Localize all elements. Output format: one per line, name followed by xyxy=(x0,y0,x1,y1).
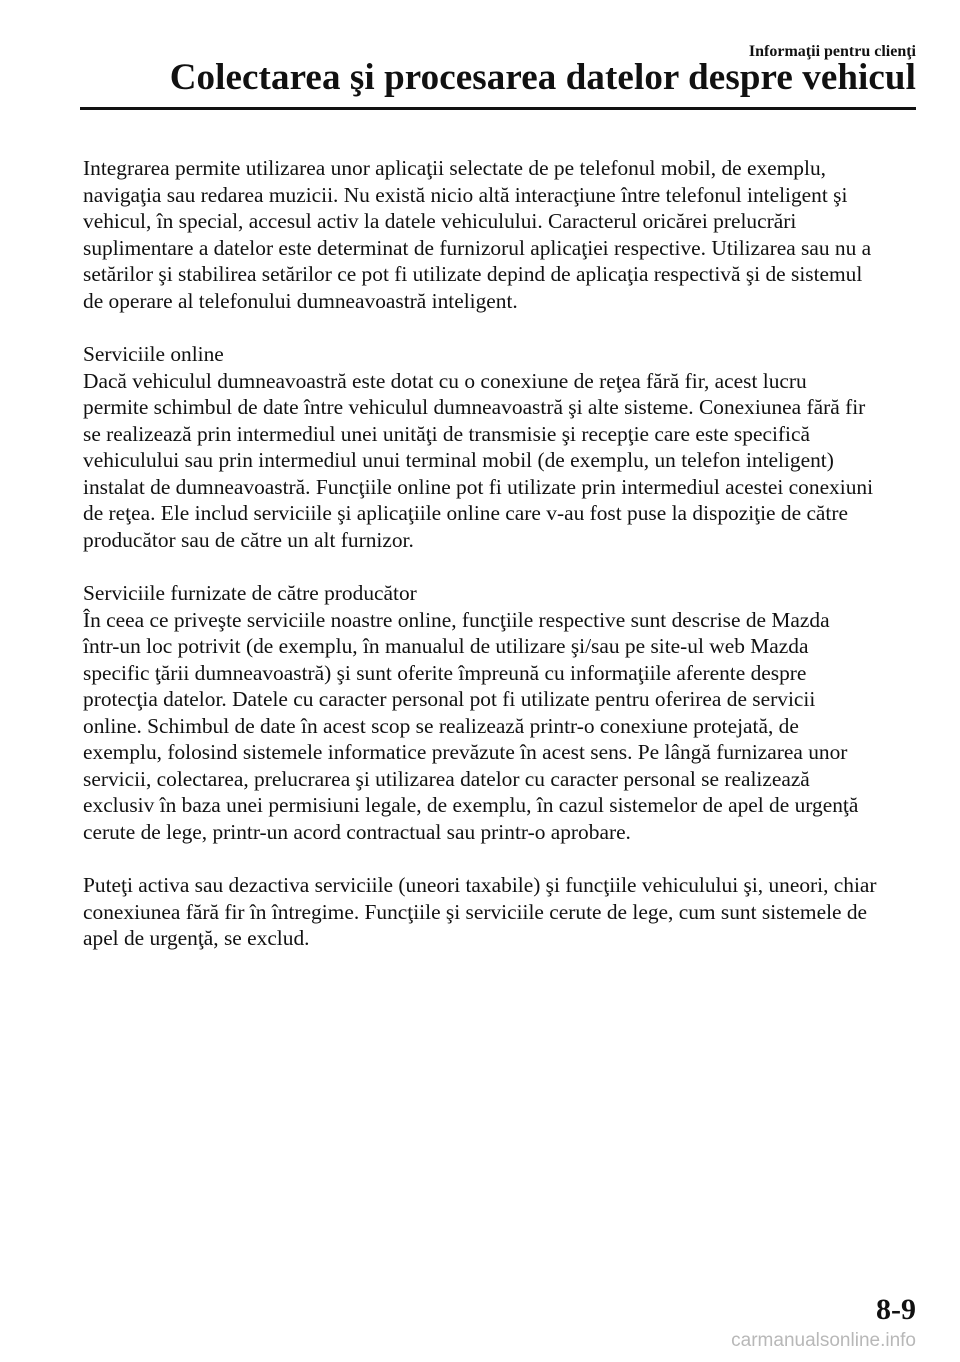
text-line: apel de urgenţă, se exclud. xyxy=(83,926,310,950)
text-line: În ceea ce priveşte serviciile noastre online, funcţiile respective sunt descrise de Mazda xyxy=(83,607,830,632)
text-line: instalat de dumneavoastră. Funcţiile online pot fi utilizate prin intermediul acestei conexiuni xyxy=(83,474,874,499)
page-title: Colectarea şi procesarea datelor despre vehicul xyxy=(169,57,916,98)
text-line: setărilor şi stabilirea setărilor ce pot fi utilizate depind de aplicaţia respectivă şi de sistemul xyxy=(83,262,863,286)
text-line: servicii, colectarea, prelucrarea şi utilizarea datelor cu caracter personal se realizează xyxy=(83,766,810,791)
text-line: vehicul, în special, accesul activ la datele vehiculului. Caracterul oricărei prelucrări xyxy=(83,209,797,233)
text-line: producător sau de către un alt furnizor. xyxy=(83,527,414,552)
header-divider xyxy=(80,107,916,110)
text-line: exclusiv în baza unei permisiuni legale, de exemplu, în cazul sistemelor de apel de urgenţă xyxy=(83,793,859,817)
subheading: Serviciile online xyxy=(83,342,224,366)
text-line: permite schimbul de date între vehiculul dumneavoastră şi alte sisteme. Conexiunea fără fir xyxy=(83,395,866,419)
text-line: se realizează prin intermediul unei unităţi de transmisie şi recepţie care este specifică xyxy=(83,421,810,446)
subheading: Serviciile furnizate de către producător xyxy=(83,581,417,605)
text-line: de operare al telefonului dumneavoastră inteligent. xyxy=(83,288,518,313)
paragraph-activation xyxy=(83,872,917,952)
text-line: navigaţia sau redarea muzicii. Nu există nicio altă interacţiune între telefonul inteligent şi xyxy=(83,182,848,207)
text-line: conexiunea fără fir în întregime. Funcţiile şi serviciile cerute de lege, cum sunt sistemele de xyxy=(83,899,868,924)
text-line: de reţea. Ele includ serviciile şi aplicaţiile online care v-au fost puse la dispoziţie de către xyxy=(83,501,848,525)
text-line: într-un loc potrivit (de exemplu, în manualul de utilizare şi/sau pe site-ul web Mazda xyxy=(83,634,809,658)
paragraph-manufacturer-services xyxy=(83,580,917,845)
text-line: suplimentare a datelor este determinat de furnizorul aplicaţiei respective. Utilizarea sau nu a xyxy=(83,235,872,260)
text-line: cerute de lege, printr-un acord contractual sau printr-o aprobare. xyxy=(83,819,631,844)
section-heading: Informaţii pentru clienţi xyxy=(748,43,916,60)
text-line: Dacă vehiculul dumneavoastră este dotat cu o conexiune de reţea fără fir, acest lucru xyxy=(83,368,807,393)
text-line: specific ţării dumneavoastră) şi sunt oferite împreună cu informaţiile aferente despre xyxy=(83,660,807,685)
text-line: protecţia datelor. Datele cu caracter personal pot fi utilizate pentru oferirea de servicii xyxy=(83,687,816,711)
paragraph-integration xyxy=(83,155,917,314)
watermark: carmanualsonline.info xyxy=(731,1330,916,1351)
text-line: vehiculului sau prin intermediul unui terminal mobil (de exemplu, un telefon inteligent) xyxy=(83,448,834,472)
text-line: online. Schimbul de date în acest scop se realizează printr-o conexiune protejată, de xyxy=(83,713,799,738)
text-line: Puteţi activa sau dezactiva serviciile (uneori taxabile) şi funcţiile vehiculului şi, uneori, chiar xyxy=(83,873,877,897)
text-line: exemplu, folosind sistemele informatice prevăzute în acest sens. Pe lângă furnizarea unor xyxy=(83,740,848,764)
page-number: 8-9 xyxy=(876,1293,916,1326)
text-line: Integrarea permite utilizarea unor aplicaţii selectate de pe telefonul mobil, de exemplu, xyxy=(83,156,826,180)
paragraph-online-services xyxy=(83,341,917,553)
body-text xyxy=(83,155,917,979)
